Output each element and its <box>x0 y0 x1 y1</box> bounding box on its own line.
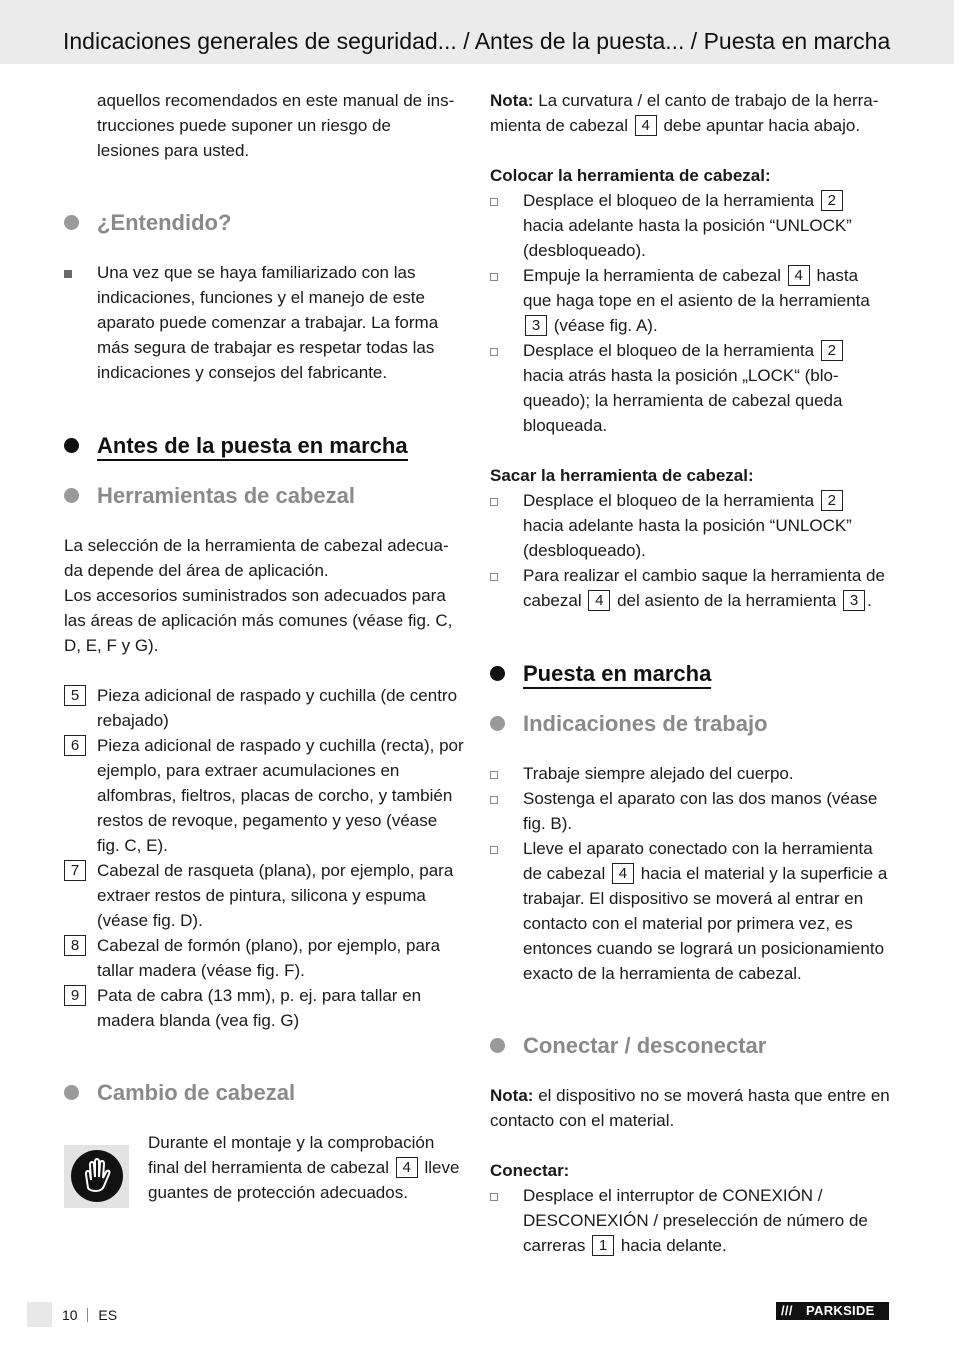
grey-bullet-icon <box>64 1085 79 1100</box>
checkbox-bullet-icon <box>490 498 498 506</box>
tool-item: 6 Pieza adicional de raspado y cuchilla (recta), por ejemplo, para extraer acumulaciones en alfombras, fieltros, placas de corcho, y también restos de revoque, pegamento y yeso (véase fig. C, E). <box>64 733 464 858</box>
grey-bullet-icon <box>490 1038 505 1053</box>
glove-warning-text: Durante el montaje y la comprobación final del herramienta de cabezal 4 lleve guantes de protección adecuados. <box>148 1133 460 1202</box>
tool-item: 7 Cabezal de rasqueta (plana), por ejemplo, para extraer restos de pintura, silicona y espuma (véase fig. D). <box>64 858 464 933</box>
tool-item: 9 Pata de cabra (13 mm), p. ej. para tallar en madera blanda (vea fig. G) <box>64 983 464 1033</box>
black-bullet-icon <box>64 438 79 453</box>
step-item: Para realizar el cambio saque la herramienta de cabezal 4 del asiento de la herramienta 3 . <box>490 563 890 613</box>
section-heading-cambio: Cambio de cabezal <box>64 1078 464 1108</box>
step-item: Desplace el bloqueo de la herramienta 2 hacia adelante hasta la posición “UNLOCK” (desbloqueado). <box>490 488 890 563</box>
footer-page-info <box>62 1305 117 1325</box>
checkbox-bullet-icon <box>490 846 498 854</box>
intro-paragraph: aquellos recomendados en este manual de ins- trucciones puede suponer un riesgo de lesiones para usted. <box>97 91 455 160</box>
note-paragraph: Nota: La curvatura / el canto de trabajo de la herra- mienta de cabezal 4 debe apuntar hacia abajo. <box>490 91 879 135</box>
step-item: Lleve el aparato conectado con la herramienta de cabezal 4 hacia el material y la superficie a trabajar. El dispositivo se moverá al entrar en contacto con el material por primera vez, es entonces cuando se logrará un posicionamiento exacto de la herramienta de cabezal. <box>490 836 890 986</box>
ref-number: 4 <box>396 1157 418 1178</box>
glove-icon <box>64 1145 129 1208</box>
step-item: Trabaje siempre alejado del cuerpo. <box>490 761 890 786</box>
ref-number: 4 <box>635 115 657 136</box>
page-number: 10 <box>62 1307 78 1323</box>
tool-item: 5 Pieza adicional de raspado y cuchilla (de centro rebajado) <box>64 683 464 733</box>
tools-list <box>64 683 464 1033</box>
checkbox-bullet-icon <box>490 273 498 281</box>
checkbox-bullet-icon <box>490 198 498 206</box>
section-heading-antes: Antes de la puesta en marcha <box>64 431 464 461</box>
black-bullet-icon <box>490 666 505 681</box>
square-bullet-icon <box>64 270 72 278</box>
note-paragraph: Nota: el dispositivo no se moverá hasta que entre en contacto con el material. <box>490 1086 890 1130</box>
step-item: Empuje la herramienta de cabezal 4 hasta que haga tope en el asiento de la herramienta 3 (véase fig. A). <box>490 263 890 338</box>
tool-item: 8 Cabezal de formón (plano), por ejemplo, para tallar madera (véase fig. F). <box>64 933 464 983</box>
right-column <box>490 88 890 1258</box>
grey-bullet-icon <box>64 488 79 503</box>
work-steps <box>490 761 890 986</box>
footer-marker <box>27 1302 52 1327</box>
page-header <box>0 0 954 64</box>
section-heading-indicaciones: Indicaciones de trabajo <box>490 709 890 739</box>
page-title: Indicaciones generales de seguridad... / Antes de la puesta... / Puesta en marcha <box>63 28 891 54</box>
paragraph: Los accesorios suministrados son adecuados para las áreas de aplicación más comunes (véase fig. C, D, E, F y G). <box>64 586 453 655</box>
grey-bullet-icon <box>64 215 79 230</box>
section-heading-conectar: Conectar / desconectar <box>490 1031 890 1061</box>
subheading-sacar: Sacar la herramienta de cabezal: <box>490 466 754 485</box>
section-heading-herramientas: Herramientas de cabezal <box>64 481 464 511</box>
language-code: ES <box>98 1307 118 1323</box>
checkbox-bullet-icon <box>490 573 498 581</box>
checkbox-bullet-icon <box>490 348 498 356</box>
paragraph: La selección de la herramienta de cabezal adecua- da depende del área de aplicación. <box>64 536 449 580</box>
brand-logo: /// PARKSIDE <box>776 1302 889 1320</box>
left-column <box>64 88 464 1205</box>
grey-bullet-icon <box>490 716 505 731</box>
step-item: Desplace el bloqueo de la herramienta 2 hacia atrás hasta la posición „LOCK“ (blo- queado); la herramienta de cabezal queda bloqueada. <box>490 338 890 438</box>
list-item: Una vez que se haya familiarizado con las indicaciones, funciones y el manejo de este aparato puede comenzar a trabajar. La forma más segura de trabajar es respetar todas las indicaciones y consejos del fabricante. <box>64 260 464 385</box>
step-item: Desplace el bloqueo de la herramienta 2 hacia adelante hasta la posición “UNLOCK” (desbloqueado). <box>490 188 890 263</box>
section-heading-puesta: Puesta en marcha <box>490 659 890 689</box>
checkbox-bullet-icon <box>490 771 498 779</box>
checkbox-bullet-icon <box>490 796 498 804</box>
step-item: Sostenga el aparato con las dos manos (véase fig. B). <box>490 786 890 836</box>
checkbox-bullet-icon <box>490 1193 498 1201</box>
subheading-colocar: Colocar la herramienta de cabezal: <box>490 166 771 185</box>
section-heading-entendido: ¿Entendido? <box>64 208 464 238</box>
step-item: Desplace el interruptor de CONEXIÓN / DESCONEXIÓN / preselección de número de carreras 1 hacia delante. <box>490 1183 890 1258</box>
subheading-conectar: Conectar: <box>490 1161 570 1180</box>
